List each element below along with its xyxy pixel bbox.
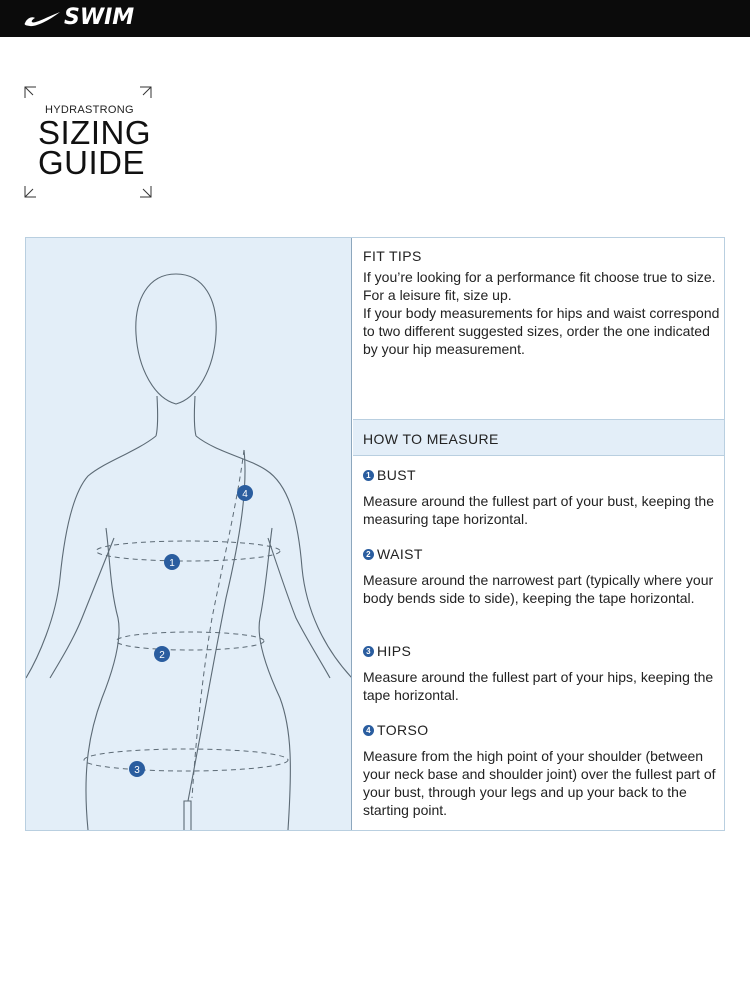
- how-to-measure-heading: HOW TO MEASURE: [363, 431, 499, 447]
- marker-2-label: 2: [159, 650, 165, 661]
- measure-label: BUST: [377, 467, 416, 483]
- info-column: [353, 238, 724, 830]
- title-line-sizing: SIZING: [38, 114, 152, 151]
- how-to-measure-header: [353, 419, 724, 456]
- measure-label: WAIST: [377, 546, 423, 562]
- measure-label: TORSO: [377, 722, 429, 738]
- marker-3: [129, 761, 145, 777]
- marker-1-label: 1: [169, 558, 175, 569]
- marker-2: [154, 646, 170, 662]
- marker-4: [237, 485, 253, 501]
- measure-waist: [363, 545, 725, 607]
- measure-bust: [363, 466, 725, 528]
- marker-1: [164, 554, 180, 570]
- product-subtitle: HYDRASTRONG: [45, 104, 134, 116]
- body-silhouette: [26, 238, 352, 830]
- fit-tip-1: If you’re looking for a performance fit choose true to size. For a leisure fit, size up.: [363, 269, 716, 303]
- top-bar: [0, 0, 750, 37]
- measure-text: Measure around the narrowest part (typically where your body bends side to side), keeping the tape horizontal.: [363, 572, 714, 606]
- number-1-icon: 1: [363, 470, 374, 481]
- swoosh-icon: [23, 9, 61, 27]
- number-3-icon: 3: [363, 646, 374, 657]
- page-title: [38, 114, 152, 181]
- measure-text: Measure around the fullest part of your bust, keeping the measuring tape horizontal.: [363, 493, 714, 527]
- fit-tips-text: [363, 268, 727, 358]
- marker-4-label: 4: [242, 489, 248, 500]
- number-4-icon: 4: [363, 725, 374, 736]
- measure-text: Measure around the fullest part of your hips, keeping the tape horizontal.: [363, 669, 714, 703]
- title-line-guide: GUIDE: [38, 144, 146, 181]
- brand-logo[interactable]: SWIM: [64, 5, 135, 30]
- number-2-icon: 2: [363, 549, 374, 560]
- measure-torso: [363, 721, 725, 819]
- measure-hips: [363, 642, 725, 704]
- marker-3-label: 3: [134, 765, 140, 776]
- sizing-panel: [25, 237, 725, 831]
- fit-tip-2: If your body measurements for hips and waist correspond to two different suggested sizes, order the one indicated by your hip measurement.: [363, 305, 720, 357]
- body-figure: [26, 238, 352, 830]
- fit-tips-heading: FIT TIPS: [363, 248, 422, 264]
- measure-label: HIPS: [377, 643, 412, 659]
- measure-text: Measure from the high point of your shoulder (between your neck base and shoulder joint) over the fullest part of your bust, through your legs and up your back to the starting point.: [363, 748, 716, 818]
